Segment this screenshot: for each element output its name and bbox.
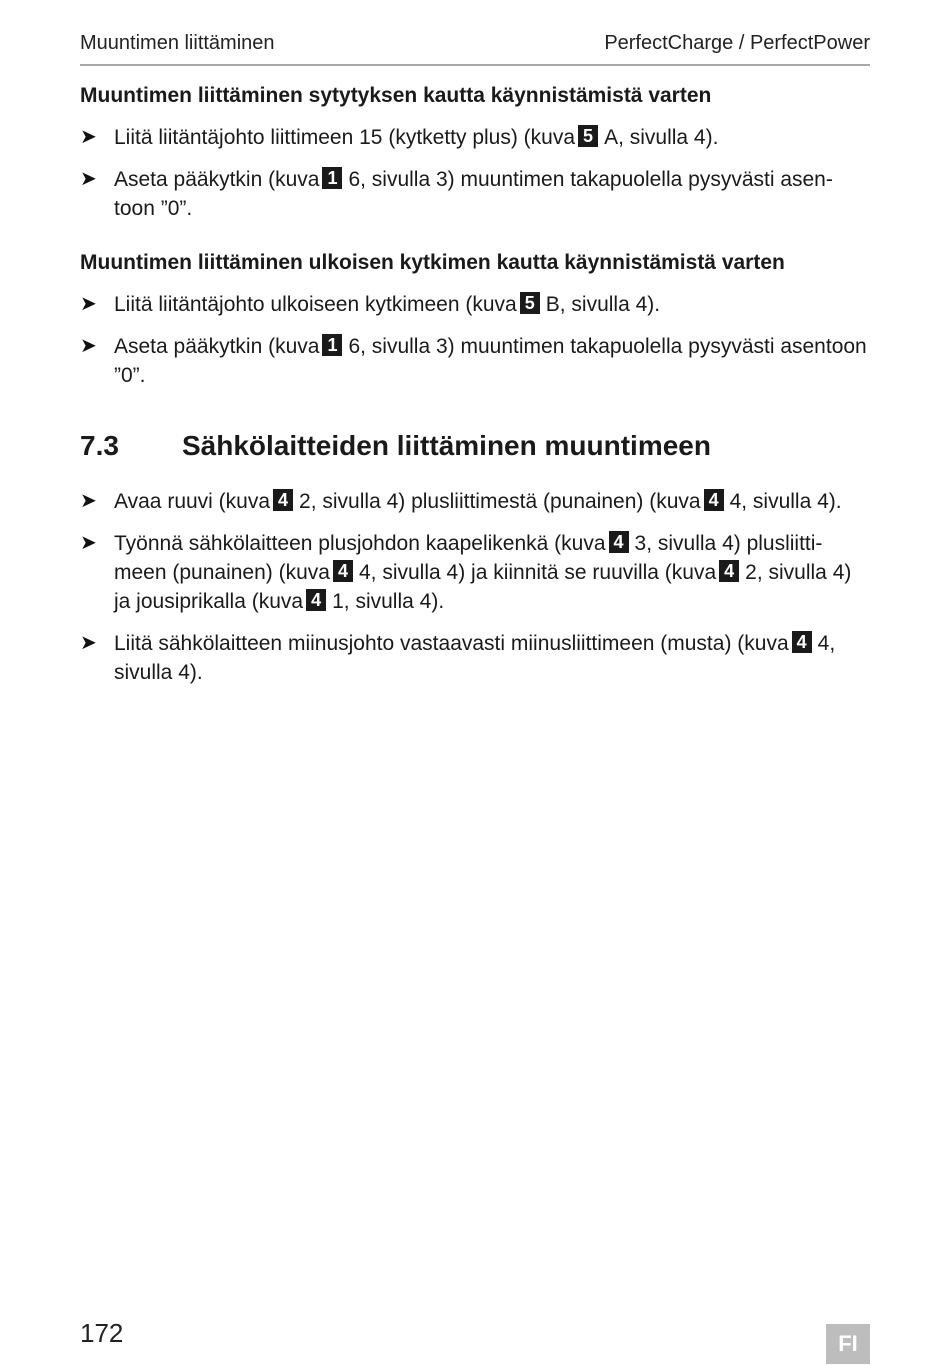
- instruction-text: 2, sivulla 4) ja jousiprikalla (kuva: [114, 561, 852, 614]
- section-heading: [80, 428, 870, 464]
- instruction-text: 4, sivulla 4).: [114, 632, 836, 685]
- section-title: Sähkölaitteiden liittäminen muuntimeen: [182, 430, 711, 461]
- instruction-text: 4, sivulla 4).: [729, 490, 842, 514]
- subsection-heading-external-switch: Muuntimen liittäminen ulkoisen kytkimen kautta käynnistämistä varten: [80, 251, 785, 274]
- running-header: [80, 32, 870, 66]
- figure-reference-badge: 4: [719, 560, 739, 582]
- bullet-arrow-icon: ➤: [80, 532, 97, 555]
- figure-reference-badge: 5: [578, 125, 598, 147]
- instruction-item: [80, 332, 870, 390]
- header-product-name: PerfectCharge / PerfectPower: [604, 32, 870, 54]
- figure-reference-badge: 4: [704, 489, 724, 511]
- language-badge: FI: [826, 1324, 870, 1364]
- bullet-arrow-icon: ➤: [80, 126, 97, 148]
- instruction-item: [80, 487, 870, 516]
- bullet-arrow-icon: ➤: [80, 335, 97, 357]
- header-chapter-title: Muuntimen liittäminen: [80, 32, 275, 54]
- instruction-text: B, sivulla 4).: [545, 293, 661, 316]
- bullet-arrow-icon: ➤: [80, 293, 97, 315]
- figure-reference-badge: 4: [609, 531, 629, 553]
- instruction-text: Liitä sähkölaitteen miinusjohto vastaavasti miinusliittimeen (musta) (kuva: [114, 632, 789, 656]
- instruction-text: Liitä liitäntäjohto ulkoiseen kytkimeen (kuva: [114, 293, 517, 316]
- instruction-text: 6, sivulla 3) muuntimen takapuolella pysyvästi asen-toon ”0”.: [114, 168, 833, 220]
- bullet-arrow-icon: ➤: [80, 632, 97, 655]
- instruction-text: Työnnä sähkölaitteen plusjohdon kaapelikenkä (kuva: [114, 532, 606, 556]
- instruction-item: [80, 290, 870, 319]
- page-number: 172: [80, 1318, 124, 1348]
- instruction-item: [80, 165, 870, 223]
- subsection-heading-ignition: Muuntimen liittäminen sytytyksen kautta käynnistämistä varten: [80, 84, 712, 107]
- figure-reference-badge: 1: [322, 334, 342, 356]
- instruction-text: Aseta pääkytkin (kuva: [114, 335, 320, 358]
- bullet-arrow-icon: ➤: [80, 168, 97, 190]
- instruction-text: 1, sivulla 4).: [332, 590, 445, 614]
- figure-reference-badge: 4: [273, 489, 293, 511]
- instruction-item: [80, 529, 870, 616]
- section-number: 7.3: [80, 430, 119, 461]
- instruction-text: 6, sivulla 3) muuntimen takapuolella pysyvästi asentoon ”0”.: [114, 335, 867, 387]
- figure-reference-badge: 5: [520, 292, 540, 314]
- instruction-text: 3, sivulla 4) plusliitti-meen (punainen) (kuva: [114, 532, 823, 585]
- figure-reference-badge: 1: [322, 167, 342, 189]
- page-content: [80, 82, 870, 687]
- figure-reference-badge: 4: [333, 560, 353, 582]
- instruction-item: [80, 123, 870, 152]
- instruction-item: [80, 629, 870, 687]
- instruction-text: Avaa ruuvi (kuva: [114, 490, 271, 514]
- figure-reference-badge: 4: [306, 589, 326, 611]
- instruction-text: 2, sivulla 4) plusliittimestä (punainen) (kuva: [299, 490, 701, 514]
- instruction-text: Liitä liitäntäjohto liittimeen 15 (kytketty plus) (kuva: [114, 126, 576, 149]
- bullet-arrow-icon: ➤: [80, 490, 97, 513]
- instruction-text: A, sivulla 4).: [604, 126, 719, 149]
- instruction-text: 4, sivulla 4) ja kiinnitä se ruuvilla (kuva: [358, 561, 717, 585]
- instruction-text: Aseta pääkytkin (kuva: [114, 168, 320, 191]
- figure-reference-badge: 4: [792, 631, 812, 653]
